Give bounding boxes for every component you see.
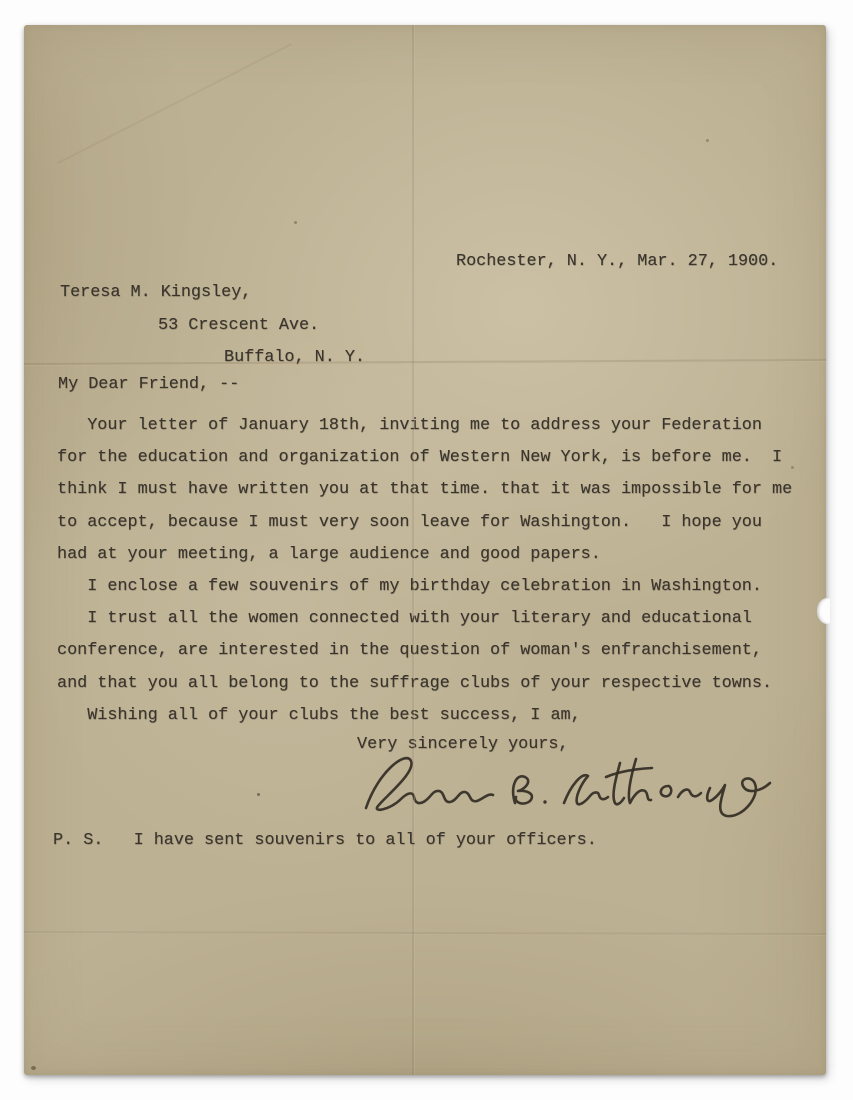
recipient-address-street: 53 Crescent Ave. bbox=[158, 316, 320, 335]
signature-handwriting-icon bbox=[352, 742, 782, 826]
paper-edge-notch bbox=[817, 598, 830, 624]
letter-line: for the education and organization of Western New York, is before me. I bbox=[57, 448, 783, 468]
recipient-name: Teresa M. Kingsley, bbox=[60, 283, 252, 302]
letter-line: had at your meeting, a large audience and good papers. bbox=[57, 544, 601, 564]
letter-line: Wishing all of your clubs the best success, I am, bbox=[57, 705, 581, 725]
letter-line: think I must have written you at that time. that it was impossible for me bbox=[57, 480, 793, 500]
dateline: Rochester, N. Y., Mar. 27, 1900. bbox=[456, 252, 779, 271]
letter-line: and that you all belong to the suffrage clubs of your respective towns. bbox=[57, 673, 772, 693]
recipient-address-city: Buffalo, N. Y. bbox=[224, 348, 365, 367]
letter-line: Your letter of January 18th, inviting me to address your Federation bbox=[57, 416, 762, 435]
letter-line: to accept, because I must very soon leave for Washington. I hope you bbox=[57, 512, 762, 532]
letter-line: I trust all the women connected with your literary and educational bbox=[57, 609, 752, 629]
signature-susan-b-anthony bbox=[352, 742, 782, 826]
closing: Very sincerely yours, bbox=[357, 735, 569, 754]
letter-body bbox=[57, 410, 792, 732]
letter-line: conference, are interested in the question of woman's enfranchisement, bbox=[57, 641, 762, 661]
postscript: P. S. I have sent souvenirs to all of your officers. bbox=[53, 831, 597, 850]
salutation: My Dear Friend, -- bbox=[58, 375, 240, 394]
letter-line: I enclose a few souvenirs of my birthday celebration in Washington. bbox=[57, 576, 762, 596]
